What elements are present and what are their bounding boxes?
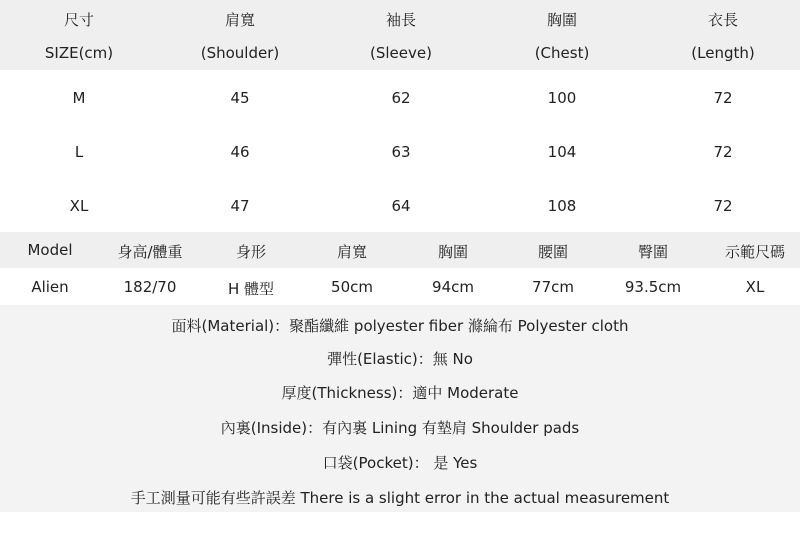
table-cell: 63 [391,143,411,161]
model-table-row [0,268,800,305]
header-size-zh: 尺寸 [63,11,95,29]
material-line: 面料(Material)：聚酯纖維 polyester fiber 滌綸布 Polyester cloth [171,317,629,335]
inside-line: 內裏(Inside)：有內裏 Lining 有墊肩 Shoulder pads [220,419,580,437]
table-cell: L [74,143,84,161]
size-row-m [0,70,800,124]
header-height-weight: 身高/體重 [117,243,183,261]
table-cell: XL [745,278,765,296]
header-chest: 胸圍 [437,243,469,261]
header-sleeve-en: (Sleeve) [370,44,432,62]
table-cell: 77cm [532,278,574,296]
product-info [0,305,800,512]
elastic-line: 彈性(Elastic)：無 No [327,350,473,368]
header-shoulder: 肩寬 [336,243,368,261]
table-cell: 45 [230,89,250,107]
table-cell: 64 [391,197,411,215]
table-cell: Alien [31,278,69,296]
table-cell: 72 [713,89,733,107]
size-row-xl [0,178,800,232]
header-length-en: (Length) [691,44,755,62]
model-table-header [0,232,800,268]
table-cell: H 體型 [227,280,275,298]
table-cell: 182/70 [123,278,177,296]
table-cell: 47 [230,197,250,215]
size-row-l [0,124,800,178]
header-body-shape: 身形 [235,243,267,261]
header-hip: 臀圍 [637,243,669,261]
size-table-body [0,70,800,232]
pocket-line: 口袋(Pocket)： 是 Yes [322,454,478,472]
table-cell: 72 [713,143,733,161]
header-waist: 腰圍 [537,243,569,261]
header-model: Model [27,241,73,259]
thickness-line: 厚度(Thickness)：適中 Moderate [281,384,519,402]
header-shoulder-en: (Shoulder) [200,44,280,62]
measurement-note: 手工測量可能有些許誤差 There is a slight error in the actual measurement [130,489,670,507]
header-chest-zh: 胸圍 [546,11,578,29]
table-cell: 93.5cm [624,278,682,296]
table-cell: 72 [713,197,733,215]
header-sleeve-zh: 袖長 [385,11,417,29]
header-length-zh: 衣長 [707,11,739,29]
table-cell: 46 [230,143,250,161]
table-cell: M [72,89,86,107]
table-cell: 100 [547,89,577,107]
header-chest-en: (Chest) [534,44,590,62]
size-table-header [0,0,800,70]
header-demo-size: 示範尺碼 [724,243,786,261]
table-cell: 108 [547,197,577,215]
table-cell: 50cm [331,278,373,296]
table-cell: 62 [391,89,411,107]
header-shoulder-zh: 肩寬 [224,11,256,29]
header-size-en: SIZE(cm) [44,44,114,62]
table-cell: 104 [547,143,577,161]
table-cell: 94cm [432,278,474,296]
table-cell: XL [69,197,89,215]
